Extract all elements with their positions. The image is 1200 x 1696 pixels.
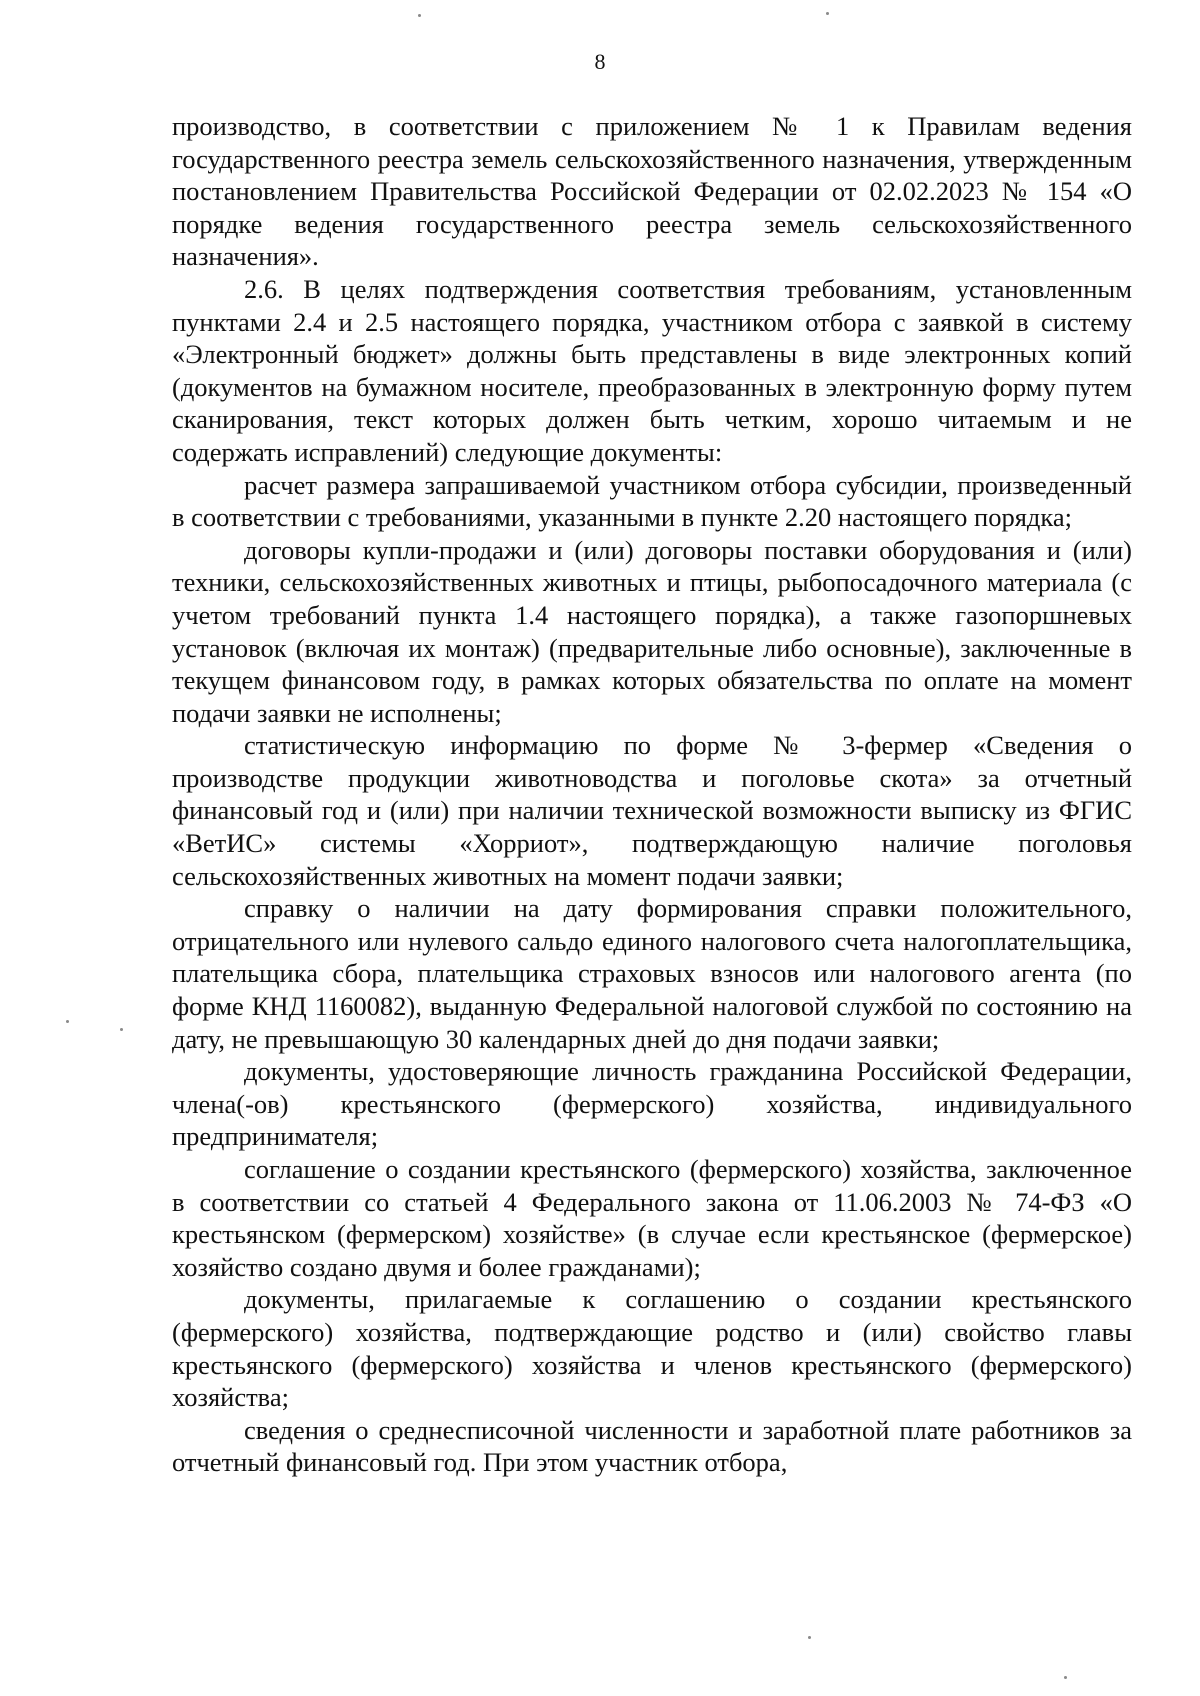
list-item-statistical-info: статистическую информацию по форме № 3-фермер «Сведения о производстве продукции животноводства и поголовье скота» за отчетный финансовый год и (или) при наличии технической возможности выписку из ФГИС «ВетИС» системы «Хорриот», подтверждающую наличие поголовья сельскохозяйственных животных на момент подачи заявки; xyxy=(172,730,1132,891)
list-item-purchase-contracts: договоры купли-продажи и (или) договоры поставки оборудования и (или) техники, сельскохозяйственных животных и птицы, рыбопосадочного материала (с учетом требований пункта 1.4 настоящего порядка), а также газопоршневых установок (включая их монтаж) (предварительные либо основные), заключенные в текущем финансовом году, в рамках которых обязательства по оплате на момент подачи заявки не исполнены; xyxy=(172,534,1132,728)
scan-speck xyxy=(66,1020,69,1023)
list-item-employee-info: сведения о среднесписочной численности и заработной плате работников за отчетный финансовый год. При этом участник отбора, xyxy=(172,1414,1132,1478)
document-body xyxy=(172,110,1132,1479)
scan-speck xyxy=(826,12,829,15)
list-item-identity-documents: документы, удостоверяющие личность гражданина Российской Федерации, члена(-ов) крестьянского (фермерского) хозяйства, индивидуального предпринимателя; xyxy=(172,1056,1132,1152)
list-item-kinship-documents: документы, прилагаемые к соглашению о создании крестьянского (фермерского) хозяйства, подтверждающие родство и (или) свойство главы крестьянского (фермерского) хозяйства и членов крестьянского (фермерского) хозяйства; xyxy=(172,1284,1132,1413)
scan-speck xyxy=(120,1028,123,1031)
list-item-farm-agreement: соглашение о создании крестьянского (фермерского) хозяйства, заключенное в соответствии со статьей 4 Федерального закона от 11.06.2003 № 74-ФЗ «О крестьянском (фермерском) хозяйстве» (в случае если крестьянское (фермерское) хозяйство создано двумя и более гражданами); xyxy=(172,1154,1132,1282)
scan-speck xyxy=(808,1636,811,1639)
paragraph-clause-2-6: 2.6. В целях подтверждения соответствия требованиям, установленным пунктами 2.4 и 2.5 настоящего порядка, участником отбора с заявкой в систему «Электронный бюджет» должны быть представлены в виде электронных копий (документов на бумажном носителе, преобразованных в электронную форму путем сканирования, текст которых должен быть четким, хорошо читаемым и не содержать исправлений) следующие документы: xyxy=(172,273,1132,467)
scan-speck xyxy=(418,14,421,17)
list-item-subsidy-calculation: расчет размера запрашиваемой участником отбора субсидии, произведенный в соответствии с требованиями, указанными в пункте 2.20 настоящего порядка; xyxy=(172,469,1132,533)
paragraph-continuation: производство, в соответствии с приложением № 1 к Правилам ведения государственного реестра земель сельскохозяйственного назначения, утвержденным постановлением Правительства Российской Федерации от 02.02.2023 № 154 «О порядке ведения государственного реестра земель сельскохозяйственного назначения». xyxy=(172,111,1132,272)
scan-speck xyxy=(1064,1676,1067,1679)
list-item-tax-certificate: справку о наличии на дату формирования справки положительного, отрицательного или нулевого сальдо единого налогового счета налогоплательщика, плательщика сбора, плательщика страховых взносов или налогового агента (по форме КНД 1160082), выданную Федеральной налоговой службой по состоянию на дату, не превышающую 30 календарных дней до дня подачи заявки; xyxy=(172,893,1132,1054)
page-number: 8 xyxy=(594,49,606,74)
